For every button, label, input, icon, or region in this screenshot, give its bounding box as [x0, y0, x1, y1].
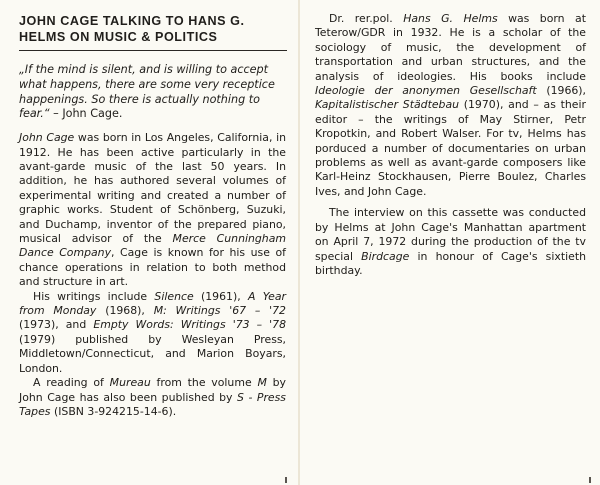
page-title: JOHN CAGE TALKING TO HANS G. HELMS ON MUSIC & POLITICS: [19, 14, 245, 44]
cage-bio-text-2: , Cage is known for his use of chance operations in relation to both method and structure in art.: [19, 246, 286, 289]
quote-text: „If the mind is silent, and is willing to accept what happens, there are some very receptice happenings. So there is actually nothing to fear.“: [19, 63, 275, 121]
writings-paragraph: [19, 290, 286, 376]
right-column: [302, 0, 600, 485]
writings-text-3: (1968),: [96, 304, 154, 318]
interview-text-1: The interview on this cassette was conducted by Helms at John Cage's Manhattan apartment on April 7, 1972 during the production of the tv special: [315, 206, 586, 263]
helms-text-1: Dr. rer.pol.: [329, 12, 404, 25]
fold-mark-left: [285, 477, 287, 483]
writings-text-4: (1973), and: [19, 318, 94, 332]
reading-text-2: from the volume: [150, 376, 258, 390]
volume-m-title: M: [257, 376, 267, 390]
book-ideologie: Ideologie der anonymen Gesellschaft: [315, 84, 537, 98]
writings-text-1: His writings include: [33, 289, 155, 303]
dance-company-name: Merce Cunningham Dance Company: [19, 232, 286, 260]
reading-text-1: A reading of: [33, 376, 110, 390]
mureau-title: Mureau: [109, 376, 151, 390]
helms-name: Hans G. Helms: [403, 12, 498, 25]
book-silence: Silence: [154, 289, 194, 303]
cage-bio-paragraph: [19, 131, 286, 289]
cage-bio-text-1: was born in Los Angeles, California, in 1912. He has been active particularly in the avant-garde music of the last 50 years. In addition, he has authored several volumes of experimental writing and created a number of graphic works. Student of Schönberg, Suzuki, and Duchamp, inventor of the prepared piano, musical advisor of the: [19, 131, 286, 246]
reading-text-4: (ISBN 3-924215-14-6).: [50, 404, 177, 418]
birdcage-title: Birdcage: [361, 249, 410, 263]
helms-bio-paragraph: [315, 12, 586, 199]
quote-attribution: – John Cage.: [49, 107, 123, 121]
book-a-year-from-monday: A Year from Monday: [19, 289, 286, 318]
helms-text-4: (1970), and – as their editor – the writings of May Stirner, Petr Kropotkin, and Robert Walser. For tv, Helms has porduced a number of documentaries on urban problems as well as avant-garde composers like Karl-Heinz Stockhausen, Pierre Boulez, Charles Ives, and John Cage.: [315, 98, 586, 198]
reading-text-3: by John Cage has also been published by: [19, 376, 286, 404]
book-m-writings: M: Writings '67 – '72: [153, 304, 286, 318]
book-kapitalistischer-staedtebau: Kapitalistischer Städtebau: [315, 98, 460, 112]
book-empty-words: Empty Words: Writings '73 – '78: [93, 318, 287, 332]
publisher-name: S - Press Tapes: [19, 390, 286, 418]
writings-text-5: (1979) published by Wesleyan Press, Middletown/Connecticut, and Marion Boyars, London.: [19, 332, 286, 375]
fold-mark-right: [589, 477, 591, 483]
cage-name: John Cage: [19, 131, 75, 145]
title-underline: [19, 50, 287, 51]
interview-paragraph: [315, 206, 586, 278]
reading-paragraph: [19, 376, 286, 419]
helms-text-2: was born at Teterow/GDR in 1932. He is a scholar of the sociology of music, the development of transportation and urban structures, and the analysis of ideologies. His books include: [315, 12, 586, 83]
writings-text-2: (1961),: [193, 289, 248, 303]
helms-text-3: (1966),: [536, 84, 587, 98]
cage-quote: [19, 63, 286, 122]
interview-text-2: in honour of Cage's sixtieth birthday.: [315, 249, 586, 277]
